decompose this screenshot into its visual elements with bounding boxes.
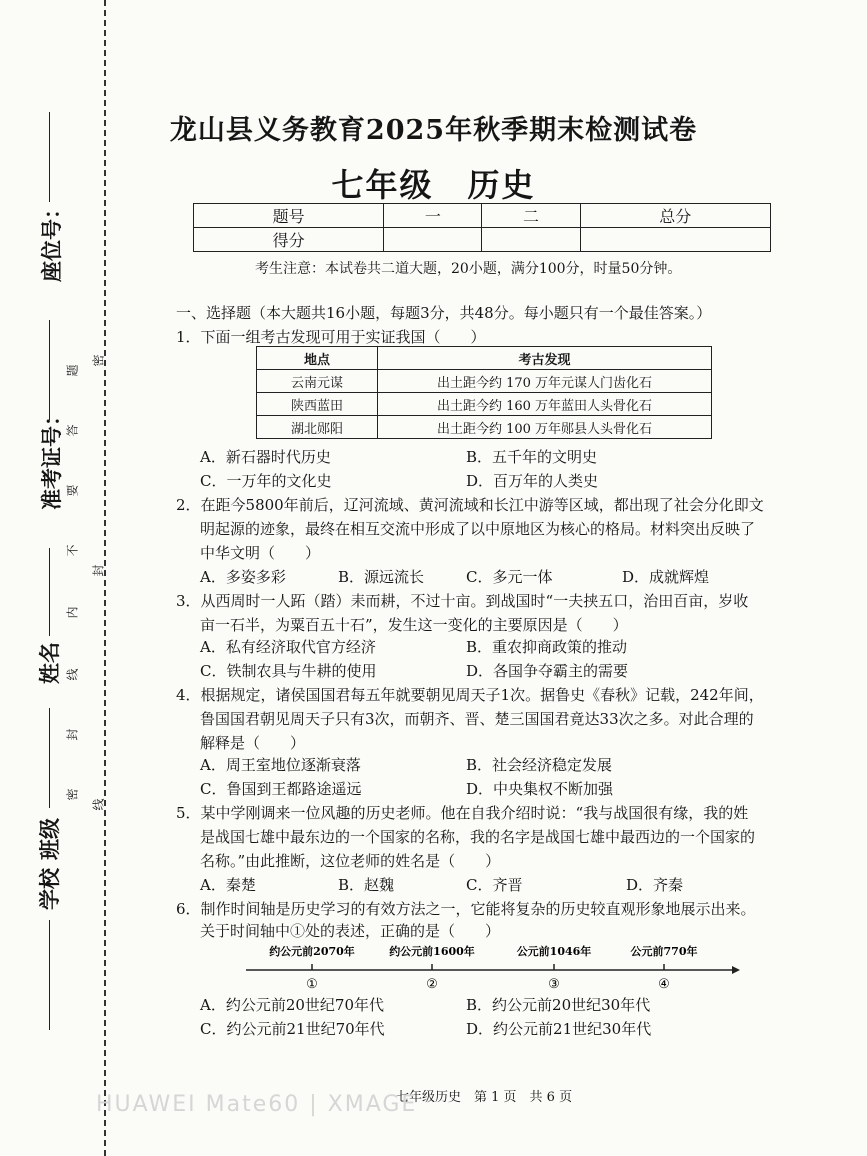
page-footer: 七年级历史 第 1 页 共 6 页 xyxy=(396,1090,573,1105)
seal-char: 内 xyxy=(65,606,80,619)
seat-label: 座位号： xyxy=(39,198,64,282)
q6-option-d: D．约公元前21世纪30年代 xyxy=(466,1020,652,1038)
score-header-cell: 一 xyxy=(384,204,482,228)
score-cell[interactable] xyxy=(482,228,580,252)
score-table xyxy=(193,203,771,252)
name-line xyxy=(49,548,50,636)
timeline-mark: ② xyxy=(426,977,438,992)
q2-option-c: C．多元一体 xyxy=(466,568,553,586)
seal-char: 要 xyxy=(65,484,80,497)
archaeology-table xyxy=(256,346,712,439)
camera-watermark: HUAWEI Mate60 | XMAGE xyxy=(96,1092,418,1117)
question-1-stem: 1．下面一组考古发现可用于实证我国（ ） xyxy=(176,328,486,346)
school-line xyxy=(49,920,50,1030)
table-cell: 湖北郧阳 xyxy=(257,416,378,439)
seal-char: 密 xyxy=(91,354,106,367)
question-5-stem: 5．某中学刚调来一位风趣的历史老师。他在自我介绍时说：“我与战国很有缘，我的姓 xyxy=(176,804,749,822)
table-header-discovery: 考古发现 xyxy=(378,347,712,370)
q1-option-c: C．一万年的文化史 xyxy=(200,472,332,490)
name-label: 姓名 xyxy=(37,642,62,684)
score-header-cell: 二 xyxy=(482,204,580,228)
question-4-stem: 4．根据规定，诸侯国国君每五年就要朝见周天子1次。据鲁史《春秋》记载，242年间， xyxy=(176,686,764,704)
q5-option-c: C．齐晋 xyxy=(466,876,523,894)
question-4-stem: 解释是（ ） xyxy=(200,734,306,752)
seal-char: 答 xyxy=(65,424,80,437)
q1-option-d: D．百万年的人类史 xyxy=(466,472,599,490)
question-2-stem: 中华文明（ ） xyxy=(200,544,321,562)
timeline-date-label: 约公元前1600年 xyxy=(389,945,475,958)
timeline-date-label: 公元前770年 xyxy=(630,945,698,958)
question-5-stem: 是战国七雄中最东边的一个国家的名称，我的名字是战国七雄中最西边的一个国家的 xyxy=(200,828,756,846)
q2-option-a: A．多姿多彩 xyxy=(200,568,286,586)
exam-title: 龙山县义务教育2025年秋季期末检测试卷 xyxy=(169,115,698,146)
q4-option-d: D．中央集权不断加强 xyxy=(466,780,614,798)
section-heading: 一、选择题（本大题共16小题，每题3分，共48分。每小题只有一个最佳答案。） xyxy=(176,304,712,322)
q6-option-a: A．约公元前20世纪70年代 xyxy=(200,996,385,1014)
q5-option-d: D．齐秦 xyxy=(626,876,684,894)
class-label: 班级 xyxy=(37,818,62,860)
table-cell: 出土距今约 170 万年元谋人门齿化石 xyxy=(378,370,712,393)
score-header-cell: 总分 xyxy=(580,204,770,228)
question-4-stem: 鲁国国君朝见周天子只有3次，而朝齐、晋、楚三国国君竟达33次之多。对此合理的 xyxy=(200,710,754,728)
q2-option-d: D．成就辉煌 xyxy=(622,568,710,586)
question-3-stem: 3．从西周时一人跖（踏）耒而耕，不过十亩。到战国时“一夫挟五口，治田百亩，岁收 xyxy=(176,592,749,610)
timeline-mark: ③ xyxy=(548,977,560,992)
score-row-label: 得分 xyxy=(194,228,384,252)
q4-option-a: A．周王室地位逐渐衰落 xyxy=(200,756,361,774)
school-label: 学校 xyxy=(37,868,62,910)
seal-char: 线 xyxy=(65,668,80,681)
table-header-location: 地点 xyxy=(257,347,378,370)
q4-option-b: B．社会经济稳定发展 xyxy=(466,756,613,774)
question-5-stem: 名称。”由此推断，这位老师的姓名是（ ） xyxy=(200,852,501,870)
exam-notice: 考生注意：本试卷共二道大题，20小题，满分100分，时量50分钟。 xyxy=(255,261,682,277)
question-6-stem: 6．制作时间轴是历史学习的有效方法之一，它能将复杂的历史较直观形象地展示出来。 xyxy=(176,900,756,918)
seal-char: 不 xyxy=(65,544,80,557)
q1-option-b: B．五千年的文明史 xyxy=(466,448,598,466)
exam-subtitle: 七年级 历史 xyxy=(331,166,536,204)
seal-char: 密 xyxy=(65,788,80,801)
timeline-diagram xyxy=(240,940,740,1000)
q6-option-b: B．约公元前20世纪30年代 xyxy=(466,996,651,1014)
timeline-date-label: 公元前1046年 xyxy=(516,945,592,958)
q4-option-c: C．鲁国到王都路途遥远 xyxy=(200,780,362,798)
question-2-stem: 2．在距今5800年前后，辽河流域、黄河流域和长江中游等区域，都出现了社会分化即文 xyxy=(176,496,764,514)
table-cell: 陕西蓝田 xyxy=(257,393,378,416)
q5-option-a: A．秦楚 xyxy=(200,876,256,894)
timeline-arrow xyxy=(732,966,740,974)
question-3-stem: 亩一石半，为粟百五十石”，发生这一变化的主要原因是（ ） xyxy=(200,616,628,634)
table-cell: 云南元谋 xyxy=(257,370,378,393)
exam-no-line xyxy=(49,320,50,420)
q3-option-a: A．私有经济取代官方经济 xyxy=(200,638,376,656)
timeline-mark: ④ xyxy=(658,977,670,992)
score-header-cell: 题号 xyxy=(194,204,384,228)
timeline-mark: ① xyxy=(306,977,318,992)
q3-option-c: C．铁制农具与牛耕的使用 xyxy=(200,662,377,680)
exam-no-label: 准考证号： xyxy=(39,405,64,510)
seal-char: 题 xyxy=(65,364,80,377)
seal-char: 线 xyxy=(91,798,106,811)
score-cell[interactable] xyxy=(384,228,482,252)
q5-option-b: B．赵魏 xyxy=(338,876,395,894)
q3-option-b: B．重农抑商政策的推动 xyxy=(466,638,628,656)
table-cell: 出土距今约 100 万年郧县人头骨化石 xyxy=(378,416,712,439)
timeline-date-label: 约公元前2070年 xyxy=(269,945,355,958)
seal-char: 封 xyxy=(65,728,80,741)
q3-option-d: D．各国争夺霸主的需要 xyxy=(466,662,629,680)
question-2-stem: 明起源的迹象，最终在相互交流中形成了以中原地区为核心的格局。材料突出反映了 xyxy=(200,520,756,538)
question-6-stem: 关于时间轴中①处的表述，正确的是（ ） xyxy=(200,922,501,940)
q6-option-c: C．约公元前21世纪70年代 xyxy=(200,1020,385,1038)
score-cell[interactable] xyxy=(580,228,770,252)
q1-option-a: A．新石器时代历史 xyxy=(200,448,331,466)
q2-option-b: B．源远流长 xyxy=(338,568,425,586)
class-line xyxy=(49,708,50,808)
seal-char: 封 xyxy=(91,564,106,577)
table-cell: 出土距今约 160 万年蓝田人头骨化石 xyxy=(378,393,712,416)
